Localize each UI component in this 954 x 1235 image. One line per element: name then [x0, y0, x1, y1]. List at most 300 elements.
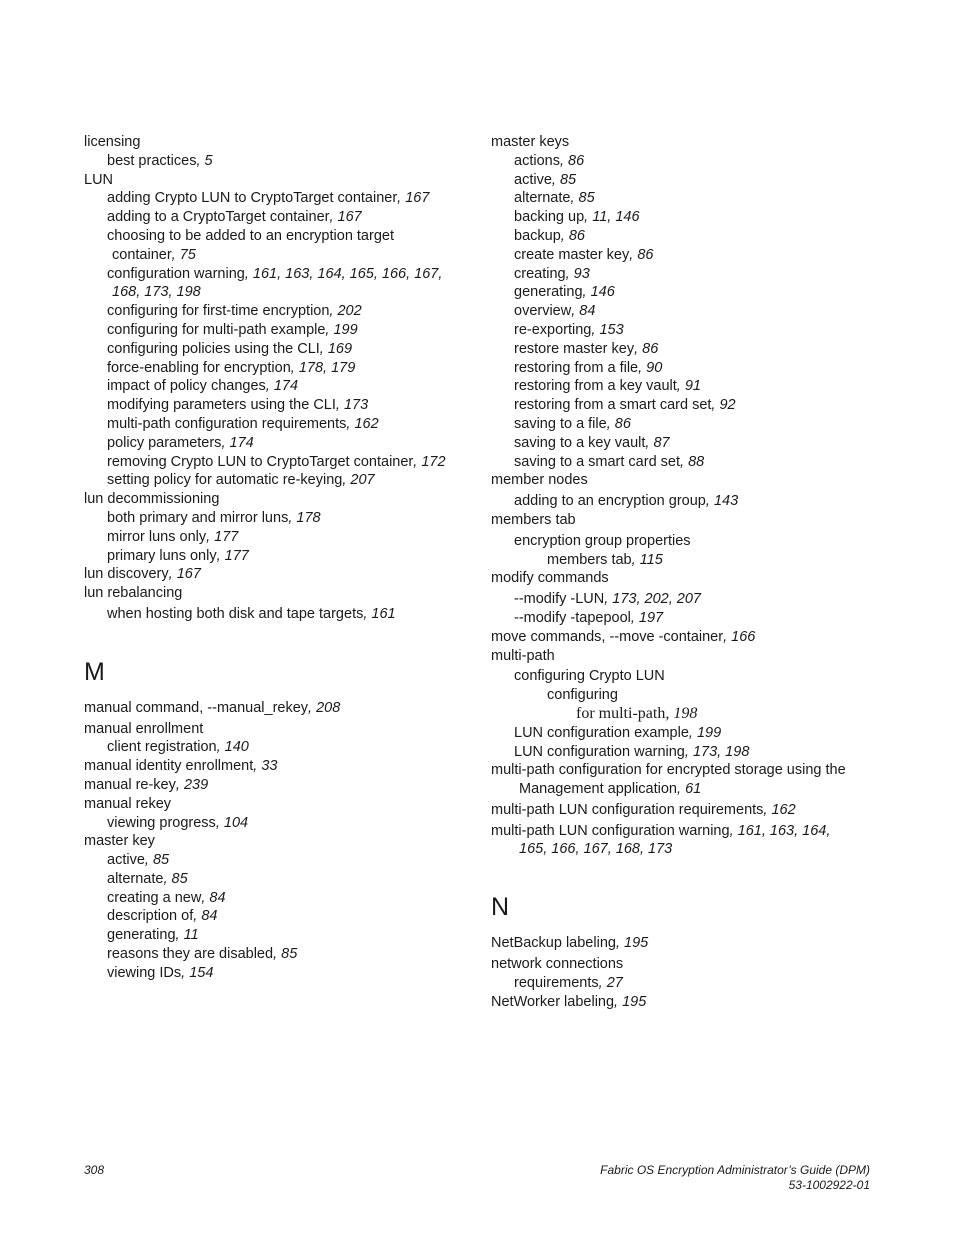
index-entry	[84, 699, 474, 718]
index-subentry	[491, 434, 911, 453]
index-term: licensing	[84, 134, 141, 150]
index-term: LUN configuration warning	[514, 743, 685, 760]
index-subentry	[491, 340, 911, 359]
page-reference[interactable]: 86	[614, 415, 631, 432]
index-subentry	[84, 870, 474, 889]
index-term: reasons they are disabled	[107, 946, 274, 963]
page-reference[interactable]: 104	[223, 814, 249, 831]
index-term: create master key	[514, 246, 630, 263]
page-reference[interactable]: 162	[771, 801, 796, 818]
page-reference[interactable]: 140	[224, 739, 249, 756]
index-subentry	[491, 667, 911, 686]
page-reference[interactable]: 167	[176, 566, 201, 583]
index-separator: ,	[288, 509, 297, 526]
index-term: multi-path LUN configuration warning	[491, 822, 730, 839]
index-entry	[491, 801, 911, 820]
page-reference[interactable]: 88	[688, 453, 705, 470]
index-subentry	[84, 889, 474, 908]
index-term: NetBackup labeling	[491, 935, 616, 952]
page-reference[interactable]: 162	[354, 415, 379, 432]
page-reference[interactable]: 167	[337, 209, 362, 226]
index-subentry	[84, 605, 474, 624]
index-subentry	[491, 590, 911, 609]
index-term: description of	[107, 908, 194, 925]
index-term: requirements	[514, 974, 599, 991]
index-separator: ,	[201, 889, 210, 906]
index-subentry	[491, 283, 911, 302]
index-subentry	[84, 246, 474, 265]
index-separator: ,	[196, 152, 205, 169]
index-term: re-exporting	[514, 321, 592, 338]
section-letter: N	[491, 893, 510, 922]
index-term: LUN configuration example	[514, 724, 689, 741]
page-reference[interactable]: 86	[637, 246, 654, 263]
index-term: lun rebalancing	[84, 585, 183, 602]
index-term: generating	[514, 284, 583, 301]
index-subentry	[491, 359, 911, 378]
index-term: alternate	[107, 870, 164, 887]
index-separator: ,	[163, 870, 172, 887]
index-subentry	[84, 907, 474, 926]
index-term: both primary and mirror luns	[107, 509, 289, 526]
page-reference[interactable]: 174	[229, 434, 254, 451]
index-term: alternate	[514, 190, 571, 207]
index-subentry	[84, 926, 474, 945]
page-reference[interactable]: 166	[731, 628, 756, 645]
index-separator: ,	[645, 434, 654, 451]
index-term: manual identity enrollment	[84, 758, 254, 775]
index-subentry	[491, 551, 911, 570]
index-separator: ,	[684, 743, 693, 760]
index-entry	[84, 776, 474, 795]
page-reference[interactable]: 84	[201, 908, 218, 925]
index-separator: ,	[346, 415, 355, 432]
index-separator: ,	[604, 591, 613, 608]
index-term: adding to an encryption group	[514, 493, 706, 510]
page-reference[interactable]: 178	[296, 509, 321, 526]
index-subentry	[84, 453, 474, 472]
index-term: restore master key	[514, 340, 635, 357]
index-entry	[491, 993, 911, 1012]
page-reference[interactable]: 178, 179	[298, 359, 356, 376]
index-term: master key	[84, 833, 155, 850]
index-term: saving to a key vault	[514, 434, 646, 451]
index-subentry	[491, 171, 911, 190]
index-term: creating a new	[107, 889, 202, 906]
page-reference[interactable]: 195	[622, 993, 647, 1010]
index-entry	[491, 840, 911, 859]
page-reference[interactable]: 177	[224, 547, 249, 564]
index-term: choosing to be added to an encryption target	[107, 227, 394, 244]
index-entry	[84, 584, 474, 603]
page-reference[interactable]: 172	[421, 453, 446, 470]
index-separator: ,	[216, 739, 225, 756]
index-separator: ,	[584, 209, 593, 226]
page-reference[interactable]: 93	[573, 265, 590, 282]
index-entry	[84, 795, 474, 814]
index-separator: ,	[319, 340, 328, 357]
index-entry	[491, 569, 911, 588]
index-separator: ,	[175, 776, 184, 793]
index-subentry	[84, 265, 474, 284]
index-subentry	[491, 189, 911, 208]
index-separator: ,	[265, 378, 274, 395]
index-term: --modify -LUN	[514, 591, 605, 608]
index-separator: ,	[175, 927, 184, 944]
page-reference[interactable]: 169	[327, 340, 353, 357]
page-reference[interactable]: 161	[371, 605, 396, 622]
index-separator: ,	[634, 340, 643, 357]
index-separator: ,	[570, 190, 579, 207]
index-term: multi-path configuration for encrypted storage using the	[491, 762, 846, 779]
index-term: adding to a CryptoTarget container	[107, 209, 330, 226]
page-reference[interactable]: 161, 163, 164, 165, 166, 167,	[252, 265, 443, 282]
page-reference[interactable]: 173	[343, 397, 369, 414]
index-subentry	[491, 705, 911, 724]
index-term: setting policy for automatic re-keying	[107, 472, 343, 489]
index-term: client registration	[107, 739, 217, 756]
index-term: member nodes	[491, 472, 588, 489]
index-term: backing up	[514, 209, 585, 226]
index-entry	[491, 471, 911, 490]
index-term: for multi-path	[576, 704, 666, 722]
index-term: backup	[514, 227, 561, 244]
index-term: restoring from a key vault	[514, 378, 677, 395]
index-separator: ,	[329, 303, 338, 320]
index-subentry	[491, 396, 911, 415]
page-reference[interactable]: 154	[189, 964, 214, 981]
index-entry	[491, 628, 911, 647]
page-reference[interactable]: 153	[599, 321, 624, 338]
index-term: configuring Crypto LUN	[514, 668, 665, 685]
index-term: creating	[514, 265, 566, 282]
index-separator: ,	[615, 935, 625, 952]
index-column-right	[491, 133, 911, 1011]
index-separator: ,	[413, 453, 422, 470]
index-entry	[491, 647, 911, 666]
index-separator: ,	[221, 434, 230, 451]
index-entry	[491, 822, 911, 841]
index-separator: ,	[763, 801, 772, 818]
index-term: saving to a file	[514, 415, 607, 432]
index-term: manual re-key	[84, 776, 176, 793]
index-separator: ,	[680, 453, 689, 470]
index-subentry	[491, 532, 911, 551]
index-subentry	[491, 492, 911, 511]
index-separator: ,	[559, 152, 569, 169]
index-separator: ,	[711, 397, 720, 414]
index-term: configuring policies using the CLI	[107, 340, 320, 357]
page-reference[interactable]: 161, 163, 164,	[737, 822, 831, 839]
page-reference[interactable]: 11	[183, 927, 199, 944]
index-separator: ,	[614, 993, 623, 1010]
index-term: policy parameters	[107, 434, 222, 451]
index-entry	[491, 780, 911, 799]
index-entry	[491, 934, 911, 953]
index-subentry	[84, 377, 474, 396]
index-subentry	[84, 738, 474, 757]
index-separator: ,	[181, 964, 190, 981]
index-term: restoring from a file	[514, 359, 639, 376]
index-entry	[84, 757, 474, 776]
index-separator: ,	[215, 814, 224, 831]
index-subentry	[491, 302, 911, 321]
index-subentry	[84, 528, 474, 547]
index-term: members tab	[547, 551, 632, 568]
index-term: active	[107, 852, 145, 869]
page-reference[interactable]: 61	[685, 781, 702, 798]
document-number: 53-1002922-01	[788, 1178, 870, 1192]
index-term: manual enrollment	[84, 720, 204, 737]
index-separator: ,	[363, 605, 372, 622]
page-reference[interactable]: 146	[590, 284, 615, 301]
index-term: when hosting both disk and tape targets	[107, 605, 364, 622]
index-subentry	[491, 415, 911, 434]
index-term: active	[514, 171, 552, 188]
index-separator: ,	[290, 359, 299, 376]
page-reference[interactable]: 202	[337, 303, 362, 320]
index-term: configuration warning	[107, 265, 245, 282]
index-separator: ,	[591, 321, 600, 338]
index-subentry	[84, 509, 474, 528]
index-separator: ,	[631, 551, 640, 568]
index-separator: ,	[273, 946, 282, 963]
index-entry	[84, 490, 474, 509]
page-reference[interactable]: 85	[578, 190, 595, 207]
index-subentry	[491, 609, 911, 628]
index-term: impact of policy changes	[107, 378, 266, 395]
page-reference[interactable]: 174	[273, 378, 299, 395]
index-separator: ,	[168, 566, 177, 583]
page-reference[interactable]: 167	[405, 190, 430, 207]
index-separator: ,	[206, 528, 215, 545]
index-term: primary luns only	[107, 547, 217, 564]
index-subentry	[491, 208, 911, 227]
index-separator: ,	[253, 758, 262, 775]
page-reference[interactable]: 33	[261, 758, 278, 775]
index-entry	[491, 511, 911, 530]
index-separator: ,	[397, 190, 406, 207]
page-reference[interactable]: 198	[673, 704, 698, 722]
index-entry	[491, 761, 911, 780]
index-separator: ,	[571, 303, 580, 320]
document-footer	[600, 1163, 870, 1193]
index-entry	[84, 171, 474, 190]
page-reference[interactable]: 173, 198	[692, 743, 750, 760]
index-term: members tab	[491, 511, 576, 528]
index-term: restoring from a smart card set	[514, 397, 712, 414]
index-separator: ,	[638, 359, 647, 376]
page-reference[interactable]: 86	[642, 340, 659, 357]
page-reference[interactable]: 168, 173, 198	[112, 284, 201, 301]
index-term: multi-path LUN configuration requirements	[491, 801, 764, 818]
index-subentry	[84, 851, 474, 870]
page-reference[interactable]: 90	[646, 359, 663, 376]
page-reference[interactable]: 199	[696, 724, 722, 741]
index-separator: ,	[606, 415, 615, 432]
index-term: network connections	[491, 956, 624, 973]
index-separator: ,	[582, 284, 591, 301]
index-subentry	[491, 974, 911, 993]
page-reference[interactable]: 85	[171, 870, 188, 887]
index-term: move commands, --move -container	[491, 628, 724, 645]
page-reference[interactable]: 91	[684, 378, 701, 395]
index-subentry	[491, 152, 911, 171]
index-separator: ,	[308, 699, 317, 716]
index-term: best practices	[107, 152, 197, 169]
page-number: 308	[84, 1163, 105, 1177]
index-separator: ,	[193, 908, 202, 925]
index-subentry	[84, 547, 474, 566]
page-reference[interactable]: 27	[606, 974, 623, 991]
index-term: generating	[107, 927, 176, 944]
index-term: removing Crypto LUN to CryptoTarget container	[107, 453, 414, 470]
index-separator: ,	[629, 246, 638, 263]
index-subentry	[491, 453, 911, 472]
index-subentry	[84, 208, 474, 227]
index-entry	[84, 565, 474, 584]
index-subentry	[84, 189, 474, 208]
page-reference[interactable]: 11, 146	[592, 209, 640, 226]
index-separator: ,	[598, 974, 607, 991]
page-reference[interactable]: 86	[568, 152, 585, 169]
index-subentry	[84, 283, 474, 302]
index-entry	[84, 133, 474, 152]
index-term: multi-path configuration requirements	[107, 415, 347, 432]
index-term: force-enabling for encryption	[107, 359, 291, 376]
index-subentry	[84, 471, 474, 490]
index-subentry	[84, 945, 474, 964]
index-separator: ,	[171, 246, 180, 263]
page-reference[interactable]: 199	[333, 321, 358, 338]
index-subentry	[491, 246, 911, 265]
index-term: actions	[514, 152, 560, 169]
index-subentry	[84, 227, 474, 246]
page-reference[interactable]: 84	[579, 303, 596, 320]
index-term: multi-path	[491, 647, 555, 664]
index-term: --modify -tapepool	[514, 609, 631, 626]
page-reference[interactable]: 165, 166, 167, 168, 173	[519, 841, 673, 858]
page-reference[interactable]: 86	[568, 227, 585, 244]
index-term: viewing progress	[107, 814, 216, 831]
page-reference[interactable]: 207	[350, 472, 375, 489]
index-subentry	[491, 265, 911, 284]
page-reference[interactable]: 87	[653, 434, 670, 451]
index-subentry	[84, 434, 474, 453]
index-subentry	[491, 321, 911, 340]
index-entry	[491, 955, 911, 974]
index-separator: ,	[329, 209, 338, 226]
index-subentry	[491, 724, 911, 743]
index-term: master keys	[491, 134, 570, 150]
index-separator: ,	[688, 724, 697, 741]
index-separator: ,	[676, 378, 685, 395]
index-term: lun decommissioning	[84, 491, 220, 508]
index-entry	[84, 832, 474, 851]
index-term: manual command, --manual_rekey	[84, 699, 309, 716]
page-reference[interactable]: 177	[214, 528, 239, 545]
page-reference[interactable]: 143	[713, 493, 739, 510]
page-reference[interactable]: 85	[152, 852, 170, 869]
index-term: saving to a smart card set	[514, 453, 681, 470]
index-term: modifying parameters using the CLI	[107, 397, 336, 414]
page-reference[interactable]: 197	[638, 609, 664, 626]
index-subentry	[84, 396, 474, 415]
index-term: lun discovery	[84, 566, 169, 583]
section-letter: M	[84, 657, 105, 686]
index-term: Management application	[519, 781, 677, 798]
page-reference[interactable]: 115	[639, 551, 663, 568]
index-subentry	[84, 415, 474, 434]
index-separator: ,	[325, 321, 334, 338]
index-subentry	[491, 686, 911, 705]
index-term: configuring for multi-path example	[107, 321, 326, 338]
index-term: LUN	[84, 171, 114, 188]
index-subentry	[491, 227, 911, 246]
index-separator: ,	[630, 609, 639, 626]
index-subentry	[84, 359, 474, 378]
page-reference[interactable]: 208	[316, 699, 341, 716]
page-reference[interactable]: 239	[183, 776, 209, 793]
index-subentry	[491, 377, 911, 396]
index-separator: ,	[244, 265, 253, 282]
index-separator: ,	[551, 171, 560, 188]
page-reference[interactable]: 85	[559, 171, 577, 188]
index-subentry	[84, 814, 474, 833]
index-term: configuring	[547, 687, 618, 704]
index-subentry	[84, 302, 474, 321]
page-reference[interactable]: 92	[719, 397, 736, 414]
index-separator: ,	[565, 265, 574, 282]
index-separator: ,	[665, 704, 674, 722]
index-separator: ,	[705, 493, 714, 510]
page-reference[interactable]: 173, 202, 207	[612, 591, 701, 608]
document-title: Fabric OS Encryption Administrator’s Guide (DPM)	[600, 1163, 870, 1177]
index-subentry	[491, 743, 911, 762]
page-reference[interactable]: 85	[281, 946, 298, 963]
index-term: adding Crypto LUN to CryptoTarget container	[107, 190, 398, 207]
index-term: configuring for first-time encryption	[107, 303, 330, 320]
index-separator: ,	[723, 628, 732, 645]
index-separator: ,	[335, 397, 344, 414]
index-separator: ,	[677, 781, 686, 798]
index-separator: ,	[729, 822, 738, 839]
page-reference[interactable]: 84	[209, 889, 226, 906]
index-separator: ,	[560, 227, 569, 244]
index-term: modify commands	[491, 570, 609, 587]
index-subentry	[84, 152, 474, 171]
index-subentry	[84, 321, 474, 340]
index-term: container	[112, 246, 172, 263]
page-reference[interactable]: 5	[204, 152, 213, 169]
index-entry	[491, 133, 911, 152]
index-term: manual rekey	[84, 795, 172, 812]
index-separator: ,	[144, 852, 153, 869]
page-reference[interactable]: 195	[624, 935, 649, 952]
index-separator: ,	[342, 472, 351, 489]
index-subentry	[84, 964, 474, 983]
index-term: encryption group properties	[514, 532, 691, 549]
index-entry	[84, 720, 474, 739]
index-separator: ,	[216, 547, 225, 564]
index-term: mirror luns only	[107, 528, 207, 545]
index-subentry	[84, 340, 474, 359]
page-reference[interactable]: 75	[179, 246, 196, 263]
index-term: overview	[514, 303, 572, 320]
index-term: NetWorker labeling	[491, 993, 615, 1010]
index-term: viewing IDs	[107, 964, 182, 981]
index-column-left	[84, 133, 474, 983]
